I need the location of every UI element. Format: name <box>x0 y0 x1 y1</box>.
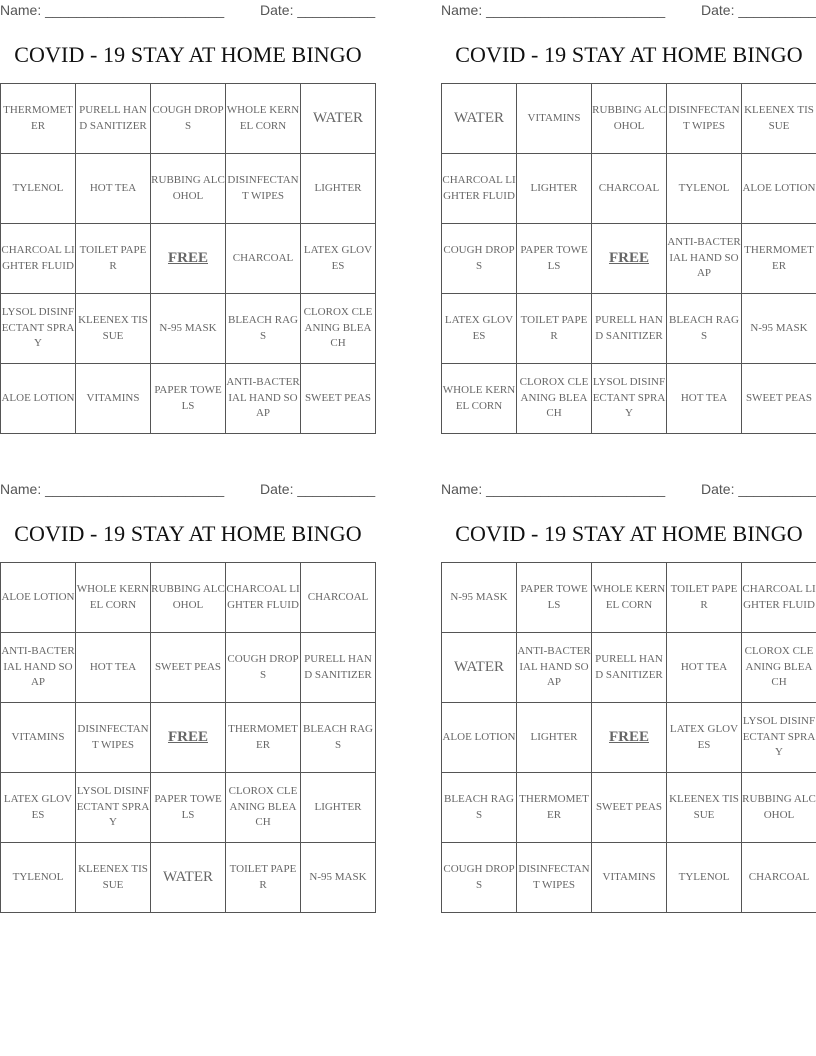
bingo-cell: DISINFECTANT WIPES <box>517 843 592 913</box>
bingo-cell: RUBBING ALCOHOL <box>151 154 226 224</box>
bingo-row <box>442 364 816 434</box>
bingo-cell: COUGH DROPS <box>442 843 517 913</box>
bingo-row <box>442 224 816 294</box>
bingo-card-1 <box>0 0 376 436</box>
name-date-line <box>441 481 816 499</box>
bingo-cell: LIGHTER <box>517 154 592 224</box>
bingo-cell: VITAMINS <box>1 703 76 773</box>
bingo-cell: N-95 MASK <box>742 294 816 364</box>
bingo-card-3 <box>0 479 376 915</box>
bingo-cell: ANTI-BACTERIAL HAND SOAP <box>517 633 592 703</box>
bingo-row <box>1 154 376 224</box>
bingo-row <box>1 633 376 703</box>
date-label: Date: __________ <box>701 481 816 497</box>
bingo-cell: CHARCOAL <box>592 154 667 224</box>
name-label: Name: _______________________ <box>0 2 225 18</box>
name-date-line <box>0 481 376 499</box>
free-space: FREE <box>151 224 226 294</box>
bingo-row <box>1 563 376 633</box>
name-label: Name: _______________________ <box>441 481 666 497</box>
bingo-cell: HOT TEA <box>667 633 742 703</box>
bingo-row <box>1 364 376 434</box>
bingo-cell: LATEX GLOVES <box>667 703 742 773</box>
bingo-cell: LYSOL DISINFECTANT SPRAY <box>742 703 816 773</box>
bingo-cell: BLEACH RAGS <box>667 294 742 364</box>
bingo-grid <box>441 562 816 913</box>
bingo-cell: N-95 MASK <box>442 563 517 633</box>
bingo-cell: SWEET PEAS <box>592 773 667 843</box>
bingo-cell: LIGHTER <box>301 773 376 843</box>
bingo-cell: WATER <box>301 84 376 154</box>
bingo-cell: TYLENOL <box>1 843 76 913</box>
bingo-cell: THERMOMETER <box>517 773 592 843</box>
bingo-row <box>1 703 376 773</box>
bingo-cell: LIGHTER <box>517 703 592 773</box>
bingo-cell: ANTI-BACTERIAL HAND SOAP <box>1 633 76 703</box>
bingo-cell: TOILET PAPER <box>667 563 742 633</box>
bingo-cell: LYSOL DISINFECTANT SPRAY <box>76 773 151 843</box>
bingo-cell: ALOE LOTION <box>1 563 76 633</box>
bingo-cell: LYSOL DISINFECTANT SPRAY <box>1 294 76 364</box>
bingo-row <box>442 154 816 224</box>
bingo-grid <box>0 83 376 434</box>
bingo-row <box>1 224 376 294</box>
bingo-cell: LATEX GLOVES <box>301 224 376 294</box>
card-title: COVID - 19 STAY AT HOME BINGO <box>455 42 803 67</box>
bingo-row <box>1 773 376 843</box>
name-date-line <box>0 2 376 20</box>
name-date-line <box>441 2 816 20</box>
bingo-cell: KLEENEX TISSUE <box>76 294 151 364</box>
bingo-cell: TOILET PAPER <box>517 294 592 364</box>
bingo-cell: TYLENOL <box>667 154 742 224</box>
bingo-cell: VITAMINS <box>76 364 151 434</box>
card-title: COVID - 19 STAY AT HOME BINGO <box>14 521 362 546</box>
bingo-cell: CLOROX CLEANING BLEACH <box>517 364 592 434</box>
name-label: Name: _______________________ <box>441 2 666 18</box>
bingo-row <box>442 703 816 773</box>
free-space: FREE <box>592 224 667 294</box>
bingo-cell: RUBBING ALCOHOL <box>151 563 226 633</box>
bingo-cell: LIGHTER <box>301 154 376 224</box>
bingo-cell: PURELL HAND SANITIZER <box>592 633 667 703</box>
bingo-cell: COUGH DROPS <box>442 224 517 294</box>
bingo-cell: BLEACH RAGS <box>301 703 376 773</box>
bingo-cell: THERMOMETER <box>226 703 301 773</box>
bingo-cell: ANTI-BACTERIAL HAND SOAP <box>226 364 301 434</box>
bingo-cell: DISINFECTANT WIPES <box>667 84 742 154</box>
bingo-cell: KLEENEX TISSUE <box>667 773 742 843</box>
bingo-cell: N-95 MASK <box>151 294 226 364</box>
bingo-cell: BLEACH RAGS <box>226 294 301 364</box>
bingo-cell: KLEENEX TISSUE <box>742 84 816 154</box>
bingo-cell: TOILET PAPER <box>226 843 301 913</box>
bingo-cell: CHARCOAL <box>301 563 376 633</box>
bingo-row <box>442 563 816 633</box>
card-title: COVID - 19 STAY AT HOME BINGO <box>14 42 362 67</box>
bingo-row <box>1 843 376 913</box>
bingo-cell: PURELL HAND SANITIZER <box>76 84 151 154</box>
card-title: COVID - 19 STAY AT HOME BINGO <box>455 521 803 546</box>
bingo-cell: WHOLE KERNEL CORN <box>76 563 151 633</box>
date-label: Date: __________ <box>260 481 376 497</box>
bingo-cell: ALOE LOTION <box>742 154 816 224</box>
bingo-cell: DISINFECTANT WIPES <box>226 154 301 224</box>
bingo-cell: SWEET PEAS <box>742 364 816 434</box>
bingo-cell: WHOLE KERNEL CORN <box>592 563 667 633</box>
bingo-cell: TOILET PAPER <box>76 224 151 294</box>
bingo-cell: RUBBING ALCOHOL <box>742 773 816 843</box>
bingo-cell: RUBBING ALCOHOL <box>592 84 667 154</box>
bingo-cell: TYLENOL <box>1 154 76 224</box>
free-space: FREE <box>151 703 226 773</box>
bingo-cell: CHARCOAL LIGHTER FLUID <box>442 154 517 224</box>
bingo-row <box>442 294 816 364</box>
bingo-cell: COUGH DROPS <box>226 633 301 703</box>
bingo-row <box>442 843 816 913</box>
bingo-cell: ALOE LOTION <box>1 364 76 434</box>
bingo-cell: PAPER TOWELS <box>151 773 226 843</box>
bingo-cell: VITAMINS <box>517 84 592 154</box>
bingo-cell: HOT TEA <box>76 633 151 703</box>
bingo-card-4 <box>441 479 816 915</box>
bingo-row <box>442 84 816 154</box>
bingo-cell: LATEX GLOVES <box>1 773 76 843</box>
bingo-grid <box>0 562 376 913</box>
bingo-row <box>442 633 816 703</box>
bingo-cell: HOT TEA <box>76 154 151 224</box>
bingo-cell: PAPER TOWELS <box>151 364 226 434</box>
bingo-cell: CHARCOAL <box>742 843 816 913</box>
bingo-cell: WHOLE KERNEL CORN <box>442 364 517 434</box>
bingo-cell: THERMOMETER <box>1 84 76 154</box>
name-label: Name: _______________________ <box>0 481 225 497</box>
bingo-row <box>1 84 376 154</box>
bingo-cell: WHOLE KERNEL CORN <box>226 84 301 154</box>
bingo-cell: ANTI-BACTERIAL HAND SOAP <box>667 224 742 294</box>
bingo-grid <box>441 83 816 434</box>
bingo-row <box>442 773 816 843</box>
bingo-cell: N-95 MASK <box>301 843 376 913</box>
bingo-cell: CHARCOAL LIGHTER FLUID <box>1 224 76 294</box>
date-label: Date: __________ <box>701 2 816 18</box>
bingo-cell: CHARCOAL LIGHTER FLUID <box>226 563 301 633</box>
bingo-cell: SWEET PEAS <box>301 364 376 434</box>
bingo-cell: CHARCOAL <box>226 224 301 294</box>
bingo-cell: CLOROX CLEANING BLEACH <box>301 294 376 364</box>
bingo-cell: LYSOL DISINFECTANT SPRAY <box>592 364 667 434</box>
bingo-cell: WATER <box>442 84 517 154</box>
free-space: FREE <box>592 703 667 773</box>
bingo-cell: WATER <box>442 633 517 703</box>
bingo-cell: BLEACH RAGS <box>442 773 517 843</box>
bingo-cell: HOT TEA <box>667 364 742 434</box>
bingo-cell: DISINFECTANT WIPES <box>76 703 151 773</box>
bingo-cell: CLOROX CLEANING BLEACH <box>226 773 301 843</box>
bingo-cell: PAPER TOWELS <box>517 563 592 633</box>
bingo-cell: LATEX GLOVES <box>442 294 517 364</box>
bingo-cell: CHARCOAL LIGHTER FLUID <box>742 563 816 633</box>
bingo-cell: PURELL HAND SANITIZER <box>301 633 376 703</box>
bingo-cell: WATER <box>151 843 226 913</box>
bingo-cell: THERMOMETER <box>742 224 816 294</box>
bingo-cell: VITAMINS <box>592 843 667 913</box>
bingo-cell: TYLENOL <box>667 843 742 913</box>
bingo-cell: CLOROX CLEANING BLEACH <box>742 633 816 703</box>
bingo-row <box>1 294 376 364</box>
bingo-cell: KLEENEX TISSUE <box>76 843 151 913</box>
bingo-cell: ALOE LOTION <box>442 703 517 773</box>
bingo-cell: PAPER TOWELS <box>517 224 592 294</box>
date-label: Date: __________ <box>260 2 376 18</box>
bingo-cell: COUGH DROPS <box>151 84 226 154</box>
bingo-card-2 <box>441 0 816 436</box>
bingo-cell: PURELL HAND SANITIZER <box>592 294 667 364</box>
bingo-cell: SWEET PEAS <box>151 633 226 703</box>
